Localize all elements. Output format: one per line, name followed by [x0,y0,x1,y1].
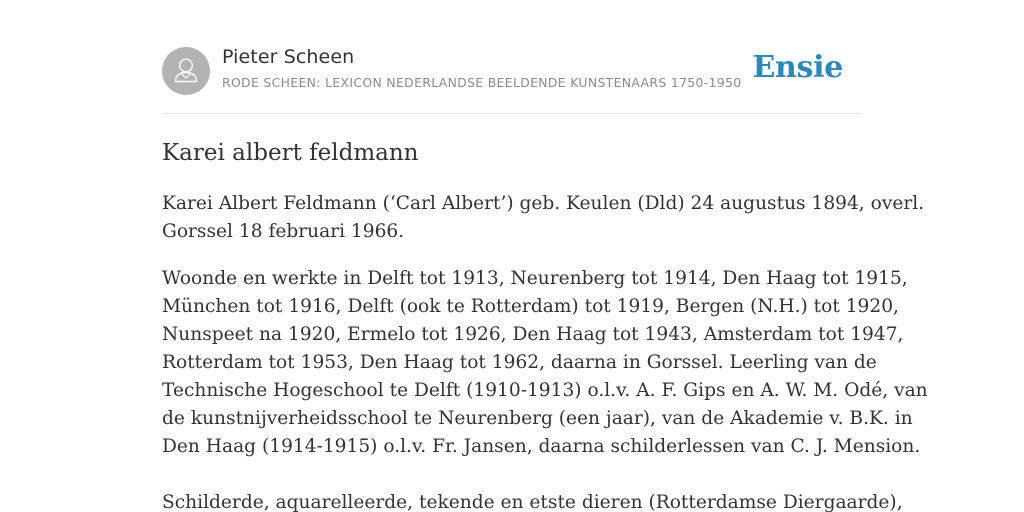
paragraph-line: Den Haag (1914-1915) o.l.v. Fr. Jansen, daarna schilderlessen van C. J. Mension. [162,436,921,457]
author-name[interactable]: Pieter Scheen [222,46,355,68]
article-paragraph [162,265,928,461]
paragraph-line: Woonde en werkte in Delft tot 1913, Neurenberg tot 1914, Den Haag tot 1915, [162,268,908,289]
paragraph-line: de kunstnijverheidsschool te Neurenberg (een jaar), van de Akademie v. B.K. in [162,408,913,429]
header-divider [162,113,862,114]
paragraph-line: Nunspeet na 1920, Ermelo tot 1926, Den Haag tot 1943, Amsterdam tot 1947, [162,324,904,345]
author-avatar[interactable] [162,47,210,95]
ensie-logo[interactable]: Ensie [752,50,843,85]
article-paragraph [162,190,925,246]
source-title[interactable]: RODE SCHEEN: LEXICON NEDERLANDSE BEELDENDE KUNSTENAARS 1750-1950 [222,75,742,90]
paragraph-line: Technische Hogeschool te Delft (1910-1913) o.l.v. A. F. Gips en A. W. M. Odé, van [162,380,928,401]
article-title: Karei albert feldmann [162,140,419,166]
paragraph-line: Karei Albert Feldmann (‘Carl Albert’) geb. Keulen (Dld) 24 augustus 1894, overl. [162,193,925,214]
article-paragraph [162,489,903,512]
author-header [162,46,862,96]
paragraph-line: Schilderde, aquarelleerde, tekende en etste dieren (Rotterdamse Diergaarde), [162,492,903,512]
article-content [162,136,928,512]
paragraph-line: München tot 1916, Delft (ook te Rotterdam) tot 1919, Bergen (N.H.) tot 1920, [162,296,899,317]
paragraph-line: Gorssel 18 februari 1966. [162,221,405,242]
user-silhouette-icon [162,47,210,95]
paragraph-line: Rotterdam tot 1953, Den Haag tot 1962, daarna in Gorssel. Leerling van de [162,352,877,373]
